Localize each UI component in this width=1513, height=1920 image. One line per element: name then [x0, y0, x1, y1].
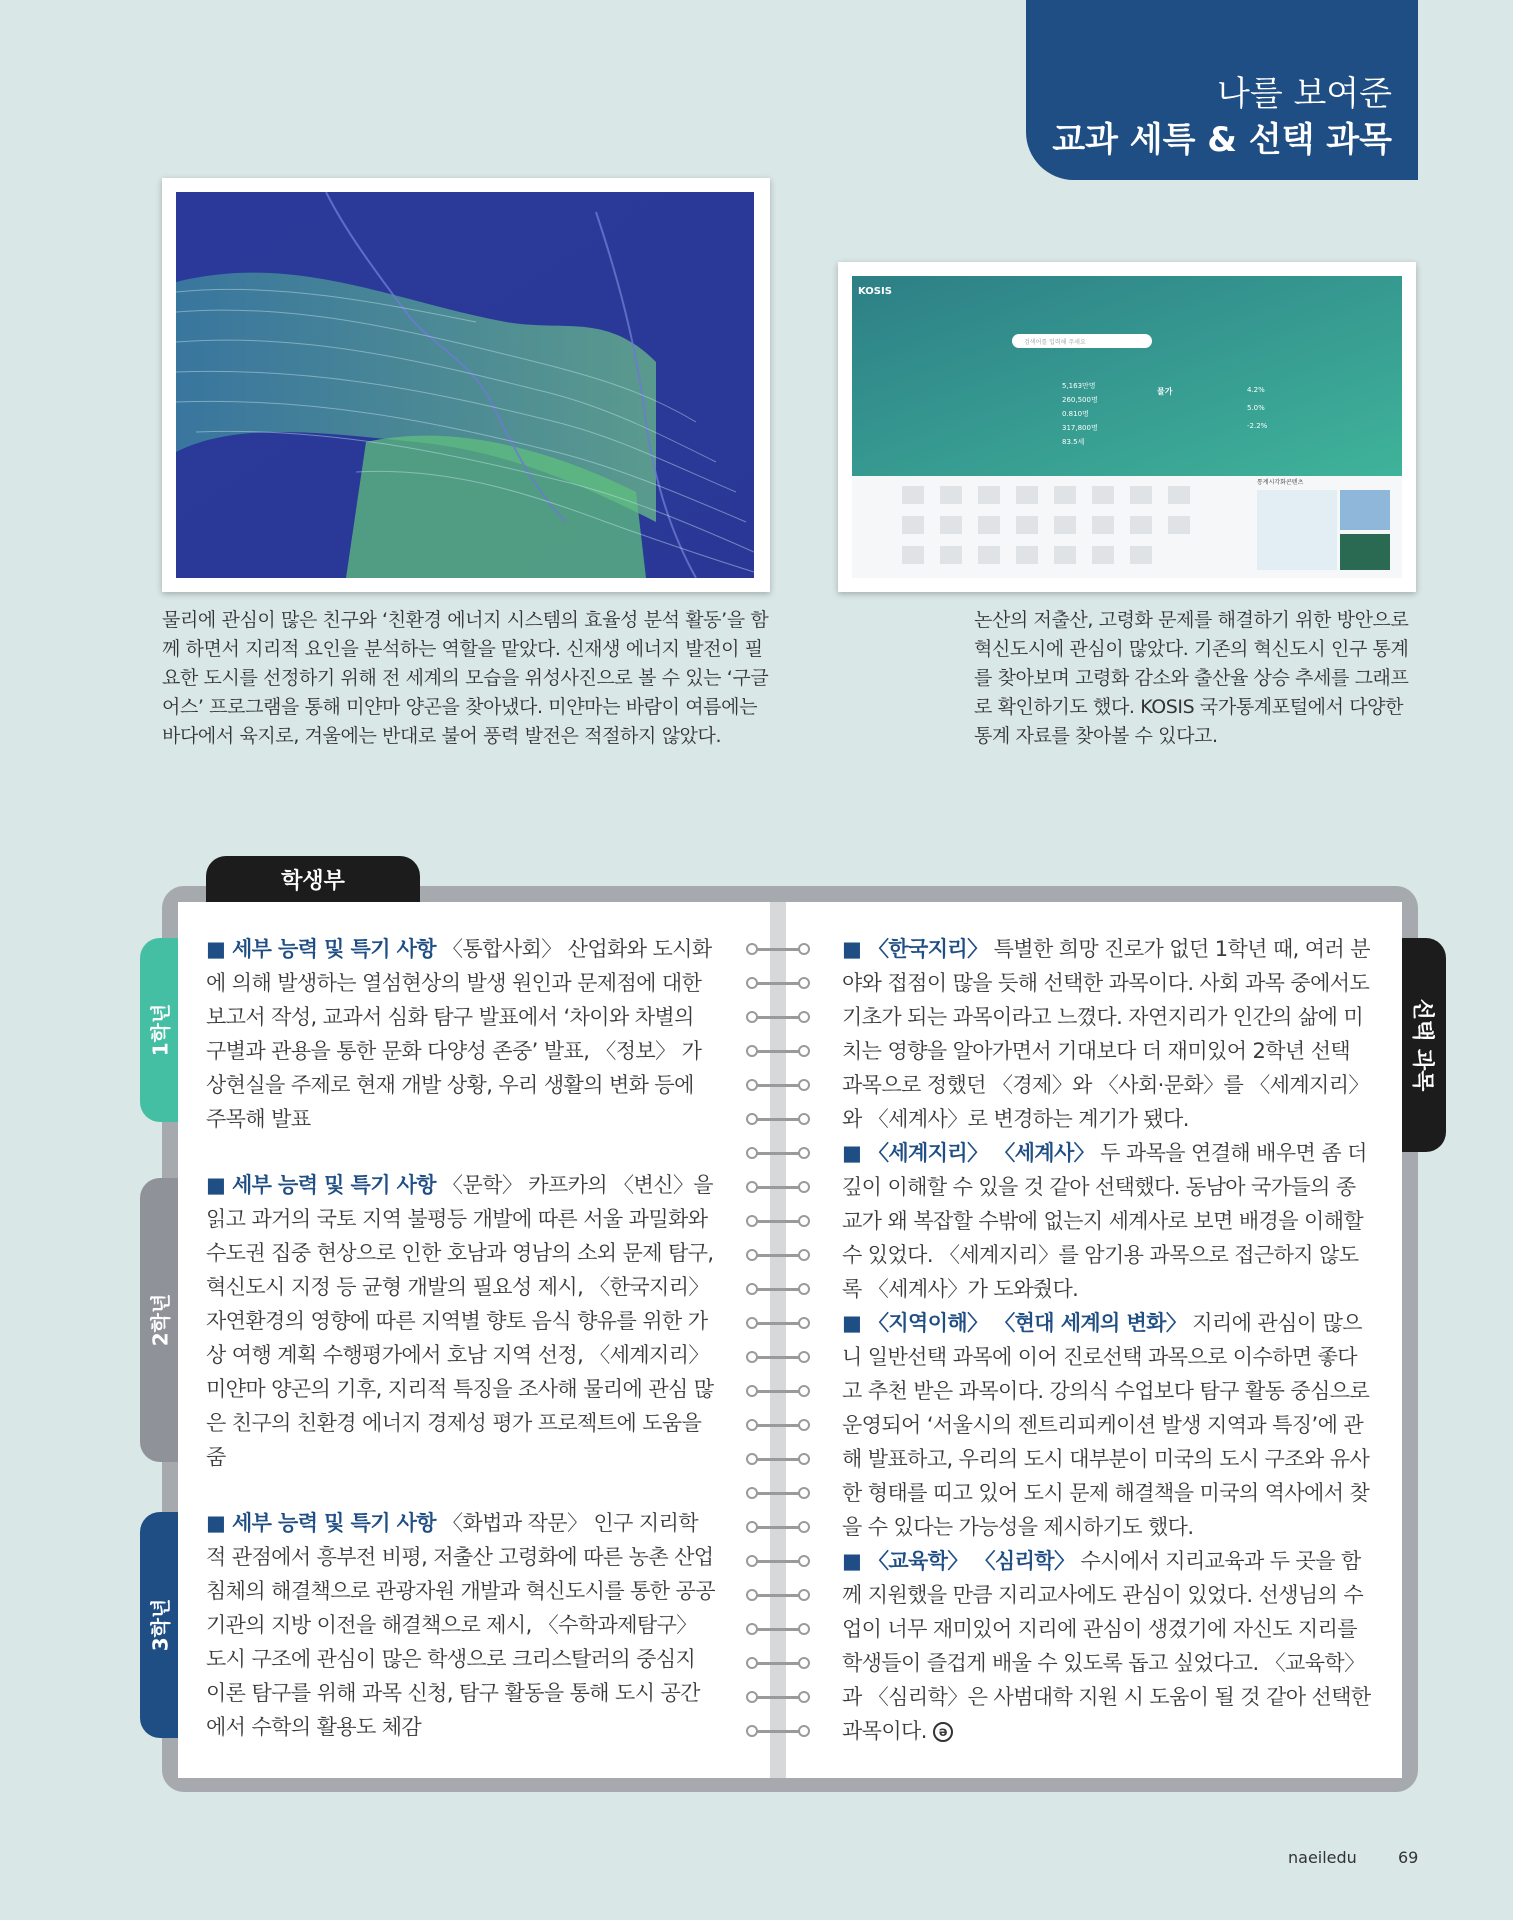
- satellite-wind-map-image: [176, 192, 754, 578]
- record-body: 〈문학〉 카프카의 〈변신〉을 읽고 과거의 국토 지역 불평등 개발에 따른 서울 과밀화와 수도권 집중 현상으로 인한 호남과 영남의 소외 문제 탐구, 혁신도시 지정 등 균형 개발의 필요성 제시, 〈한국지리〉 자연환경의 영향에 따른 지역별 향토 음식 향유를 위한 가상 여행 계획 수행평가에서 호남 지역 선정, 〈세계지리〉 미얀마 양곤의 기후, 지리적 특징을 조사해 물리에 관심 많은 친구의 친환경 에너지 경제성 평가 프로젝트에 도움을 줌: [206, 1173, 714, 1469]
- photo1-caption: 물리에 관심이 많은 친구와 ‘친환경 에너지 시스템의 효율성 분석 활동’을 함께 하면서 지리적 요인을 분석하는 역할을 맡았다. 신재생 에너지 발전이 필요한 도시를 선정하기 위해 전 세계의 모습을 위성사진으로 볼 수 있는 ‘구글 어스’ 프로그램을 통해 미얀마 양곤을 찾아냈다. 미얀마는 바람이 여름에는 바다에서 육지로, 겨울에는 반대로 불어 풍력 발전은 적절하지 않았다.: [162, 609, 769, 747]
- elective-subjects-label: 선택 과목: [1409, 998, 1435, 1092]
- grade3-record: [206, 1506, 716, 1744]
- kosis-stat-2: 260,500명: [1062, 396, 1098, 404]
- spiral-ring: [746, 1010, 810, 1024]
- record-heading: ■ 세부 능력 및 특기 사항: [206, 1511, 436, 1535]
- grade2-record: [206, 1168, 716, 1474]
- kosis-stat-4: 317,800명: [1062, 424, 1098, 432]
- subject-block-korean-geography: [842, 932, 1374, 1136]
- footer-brand: naeiledu: [1288, 1848, 1357, 1867]
- kosis-logo: KOSIS: [858, 286, 892, 297]
- subject-block-regional-studies: [842, 1306, 1374, 1544]
- kosis-screenshot-frame: [838, 262, 1416, 592]
- grade-tab-1-label: 1학년: [148, 1003, 173, 1057]
- grade-tab-3-label: 3학년: [148, 1598, 173, 1652]
- kosis-right-value-2: 5.0%: [1247, 404, 1265, 412]
- subject-heading: ■ 〈교육학〉 〈심리학〉: [842, 1549, 1075, 1573]
- spiral-ring: [746, 1078, 810, 1092]
- grade-tab-2: [140, 1178, 178, 1462]
- kosis-right-value-3: -2.2%: [1247, 422, 1268, 430]
- record-body: 〈화법과 작문〉 인구 지리학적 관점에서 흥부전 비평, 저출산 고령화에 따른 농촌 산업 침체의 해결책으로 관광자원 개발과 혁신도시를 통한 공공기관의 지방 이전을 해결책으로 제시, 〈수학과제탐구〉 도시 구조에 관심이 많은 학생으로 크리스탈러의 중심지 이론 탐구를 위해 과목 신청, 탐구 활동을 통해 도시 공간에서 수학의 활용도 체감: [206, 1511, 715, 1739]
- kosis-panel-title: 통계시각화콘텐츠: [1257, 479, 1304, 486]
- section-banner: [1026, 0, 1418, 180]
- notebook-spine: [770, 902, 786, 1778]
- spiral-ring: [746, 1248, 810, 1262]
- student-record-label: 학생부: [206, 856, 420, 908]
- kosis-stat-1: 5,163만명: [1062, 382, 1096, 390]
- spiral-ring: [746, 1418, 810, 1432]
- spiral-ring: [746, 1180, 810, 1194]
- subject-heading: ■ 〈세계지리〉 〈세계사〉: [842, 1141, 1095, 1165]
- end-mark-icon: ǝ: [933, 1722, 953, 1742]
- spiral-ring: [746, 1384, 810, 1398]
- spiral-ring: [746, 1588, 810, 1602]
- spiral-ring: [746, 1452, 810, 1466]
- grade-tab-2-label: 2학년: [148, 1293, 173, 1347]
- spiral-ring: [746, 1316, 810, 1330]
- spiral-ring: [746, 1520, 810, 1534]
- spiral-ring: [746, 1282, 810, 1296]
- kosis-website-image: [852, 276, 1402, 578]
- spiral-ring: [746, 1146, 810, 1160]
- spiral-ring: [746, 976, 810, 990]
- spiral-ring: [746, 1554, 810, 1568]
- banner-title: 교과 세특 & 선택 과목: [1052, 120, 1392, 160]
- kosis-stat-3: 0.810명: [1062, 410, 1089, 418]
- kosis-right-title: 물가: [1157, 387, 1173, 396]
- spiral-ring: [746, 1486, 810, 1500]
- spiral-ring: [746, 1214, 810, 1228]
- subject-body: 지리에 관심이 많으니 일반선택 과목에 이어 진로선택 과목으로 이수하면 좋다고 추천 받은 과목이다. 강의식 수업보다 탐구 활동 중심으로 운영되어 ‘서울시의 젠트리피케이션 발생 지역과 특징’에 관해 발표하고, 우리의 도시 대부분이 미국의 도시 구조와 유사한 형태를 띠고 있어 도시 문제 해결책을 미국의 역사에서 찾을 수 있다는 가능성을 제시하기도 했다.: [842, 1311, 1370, 1539]
- kosis-stat-5: 83.5세: [1062, 438, 1085, 446]
- elective-subjects-tab: [1402, 938, 1446, 1152]
- spiral-ring: [746, 1690, 810, 1704]
- kosis-search-placeholder: 검색어를 입력해 주세요: [1024, 339, 1086, 346]
- spiral-ring: [746, 1044, 810, 1058]
- spiral-ring: [746, 1112, 810, 1126]
- subject-body: 수시에서 지리교육과 두 곳을 함께 지원했을 만큼 지리교사에도 관심이 있었다. 선생님의 수업이 너무 재미있어 지리에 관심이 생겼기에 자신도 지리를 학생들이 즐겁게 배울 수 있도록 돕고 싶었다고. 〈교육학〉과 〈심리학〉은 사범대학 지원 시 도움이 될 것 같아 선택한 과목이다.: [842, 1549, 1371, 1743]
- record-body: 〈통합사회〉 산업화와 도시화에 의해 발생하는 열섬현상의 발생 원인과 문제점에 대한 보고서 작성, 교과서 심화 탐구 발표에서 ‘차이와 차별의 구별과 관용을 통한 문화 다양성 존중’ 발표, 〈정보〉 가상현실을 주제로 현재 개발 상황, 우리 생활의 변화 등에 주목해 발표: [206, 937, 712, 1131]
- spiral-ring: [746, 1724, 810, 1738]
- subject-heading: ■ 〈한국지리〉: [842, 937, 988, 961]
- satellite-photo-frame: [162, 178, 770, 592]
- spiral-ring: [746, 1622, 810, 1636]
- record-heading: ■ 세부 능력 및 특기 사항: [206, 1173, 436, 1197]
- subject-body: 두 과목을 연결해 배우면 좀 더 깊이 이해할 수 있을 것 같아 선택했다. 동남아 국가들의 종교가 왜 복잡할 수밖에 없는지 세계사로 보면 배경을 이해할 수 있었다. 〈세계지리〉를 암기용 과목으로 접근하지 않도록 〈세계사〉가 도와줬다.: [842, 1141, 1367, 1301]
- spiral-ring: [746, 1350, 810, 1364]
- subject-block-education: [842, 1544, 1374, 1748]
- grade-tab-3: [140, 1512, 178, 1738]
- page-number: 69: [1398, 1848, 1419, 1867]
- banner-subtitle: 나를 보여준: [1216, 74, 1392, 114]
- grade1-record: [206, 932, 716, 1136]
- subject-heading: ■ 〈지역이해〉 〈현대 세계의 변화〉: [842, 1311, 1187, 1335]
- kosis-right-value-1: 4.2%: [1247, 386, 1265, 394]
- subject-block-world-geography: [842, 1136, 1374, 1306]
- photo2-caption: 논산의 저출산, 고령화 문제를 해결하기 위한 방안으로 혁신도시에 관심이 많았다. 기존의 혁신도시 인구 통계를 찾아보며 고령화 감소와 출산율 상승 추세를 그래프로 확인하기도 했다. KOSIS 국가통계포털에서 다양한 통계 자료를 찾아볼 수 있다고.: [974, 609, 1409, 747]
- subject-body: 특별한 희망 진로가 없던 1학년 때, 여러 분야와 접점이 많을 듯해 선택한 과목이다. 사회 과목 중에서도 기초가 되는 과목이라고 느꼈다. 자연지리가 인간의 삶에 미치는 영향을 알아가면서 기대보다 더 재미있어 2학년 선택 과목으로 정했던 〈경제〉와 〈사회·문화〉를 〈세계지리〉와 〈세계사〉로 변경하는 계기가 됐다.: [842, 937, 1370, 1131]
- spiral-ring: [746, 942, 810, 956]
- spiral-ring: [746, 1656, 810, 1670]
- grade-tab-1: [140, 938, 178, 1122]
- record-heading: ■ 세부 능력 및 특기 사항: [206, 937, 436, 961]
- elective-subjects-text: [842, 932, 1374, 1748]
